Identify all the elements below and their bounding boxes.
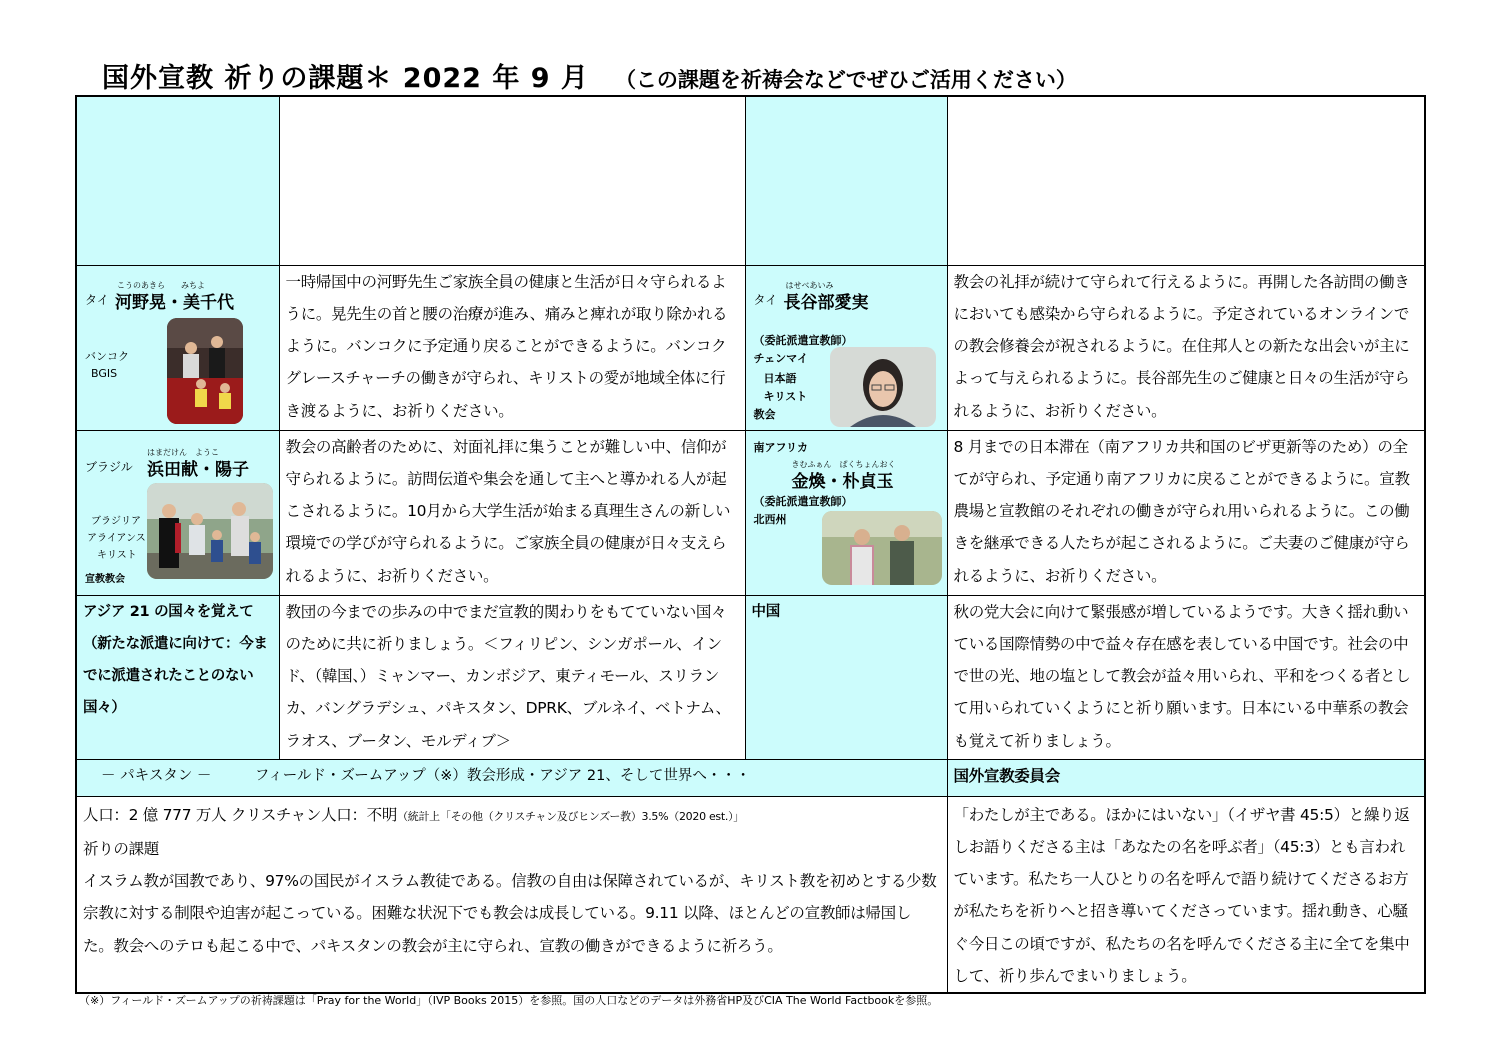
footnote: （※）フィールド・ズームアップの祈祷課題は「Pray for the World」（IVP Books 2015）を参照。国の人口などのデータは外務省HP及びCIA The World Factbookを参照。 [79, 994, 939, 1007]
hamada-family-photo [147, 483, 273, 579]
kim-couple-photo [822, 511, 942, 585]
hasebe-ruby: はせべあいみ [785, 280, 834, 290]
kono-country: タイ [85, 292, 109, 307]
field-bar-text: － パキスタン － フィールド・ズームアップ（※）教会形成・アジア 21、そして世界へ・・・ [101, 767, 751, 784]
hasebe-place-3: キリスト [763, 389, 808, 403]
page-title [102, 56, 1077, 95]
china-prayer-text: 秋の党大会に向けて緊張感が増しているようです。大きく揺れ動いている国際情勢の中で益々存在感を表している中国です。社会の中で世の光、地の塩として教会が益々用いられ、平和をつくる者として用いられていくようにと祈り願います。日本にいる中華系の教会も覚えて祈りましょう。 [953, 602, 1411, 750]
kono-name: 河野晃・美千代 [115, 292, 234, 313]
kono-place-1: バンコク [85, 349, 129, 363]
field-bar-cell [76, 759, 947, 796]
kim-prayer-text: 8 月までの日本滞在（南アフリカ共和国のビザ更新等のため）の全てが守られ、予定通り南アフリカに戻ることができるように。宣教農場と宣教館のそれぞれの働きが守られ用いられるように。この働きを継承できる人たちが起こされるように。ご夫妻のご健康が守られるように、お祈りください。 [953, 437, 1410, 585]
asia21-label-cell [76, 595, 279, 759]
missionary-kim-cell [745, 430, 947, 595]
hasebe-place-4: 教会 [753, 407, 776, 421]
committee-heading-cell [947, 759, 1425, 796]
kim-name: 金煥・朴貞玉 [791, 471, 894, 492]
empty-row [76, 96, 1425, 265]
kono-prayer-text: 一時帰国中の河野先生ご家族全員の健康と生活が日々守られるように。晃先生の首と腰の治療が進み、痛みと痺れが取り除かれるように。バンコクに予定通り戻ることができるように。バンコクグレースチャーチの働きが守られ、キリストの愛が地域全体に行き渡るように、お祈りください。 [285, 272, 728, 420]
kim-place-1: 北西州 [753, 512, 787, 526]
kono-prayer-cell [279, 265, 745, 430]
brazil-southafrica-row [76, 430, 1425, 595]
hamada-name: 浜田献・陽子 [147, 459, 249, 480]
hasebe-role: （委託派遣宣教師） [753, 333, 853, 347]
pakistan-prayer-body: イスラム教が国教であり、97%の国民がイスラム教徒である。信教の自由は保障されているが、キリスト教を初めとする少数宗教に対する制限や迫害が起こっている。困難な状況下でも教会は成長している。9.11 以降、ほとんどの宣教師は帰国した。教会へのテロも起こる中で、パキスタンの教会が主に守られ、宣教の働きができるように祈ろう。 [83, 872, 937, 955]
kim-prayer-cell [947, 430, 1425, 595]
missionary-hasebe-cell [745, 265, 947, 430]
kim-ruby: きむふぁん ぱくちょんおく [791, 459, 896, 469]
china-label-cell [745, 595, 947, 759]
thailand-row [76, 265, 1425, 430]
hamada-place-1: ブラジリア [91, 515, 141, 527]
hamada-country: ブラジル [85, 459, 133, 474]
empty-cell-1 [76, 96, 279, 265]
missionary-kono-cell [76, 265, 279, 430]
pakistan-population: 人口：2 億 777 万人 クリスチャン人口：不明 [83, 805, 398, 824]
pakistan-prayer-heading: 祈りの課題 [83, 839, 160, 858]
empty-cell-4 [947, 96, 1425, 265]
asia-china-row [76, 595, 1425, 759]
china-label: 中国 [751, 603, 780, 620]
hamada-place-2: アライアンス [87, 532, 146, 544]
hasebe-name: 長谷部愛実 [783, 292, 869, 313]
china-prayer-cell [947, 595, 1425, 759]
page-subtitle: （この課題を祈祷会などでぜひご活用ください） [614, 68, 1077, 92]
field-bar-row [76, 759, 1425, 796]
empty-cell-3 [745, 96, 947, 265]
hasebe-place-2: 日本語 [763, 371, 797, 385]
committee-heading: 国外宣教委員会 [953, 766, 1060, 785]
asia21-prayer-cell [279, 595, 745, 759]
empty-cell-2 [279, 96, 745, 265]
committee-message: 「わたしが主である。ほかにはいない」（イザヤ書 45:5）と繰り返しお語りくださる主は「あなたの名を呼ぶ者」（45:3）とも言われています。私たち一人ひとりの名を呼んで語り続けてくださるお方が私たちを祈りへと招き導いてくださっています。揺れ動き、心騒ぐ今日この頃ですが、私たちの名を呼んでくださる主に全てを集中して、祈り歩んでまいりましょう。 [953, 805, 1410, 985]
hasebe-photo [830, 347, 936, 427]
hamada-place-3: キリスト [97, 549, 137, 561]
kono-ruby: こうのあきら みちよ [117, 280, 205, 290]
hasebe-country: タイ [753, 292, 778, 307]
pakistan-cell [76, 796, 947, 993]
kim-country: 南アフリカ [753, 440, 808, 454]
asia21-label: アジア 21 の国々を覚えて（新たな派遣に向けて：今までに派遣されたことのない国々） [83, 603, 268, 717]
asia21-prayer-text: 教団の今までの歩みの中でまだ宣教的関わりをもてていない国々のために共に祈りましょう。＜フィリピン、シンガポール、インド、（韓国、）ミャンマー、カンボジア、東ティモール、スリランカ、バングラデシュ、パキスタン、DPRK、ブルネイ、ベトナム、ラオス、ブータン、モルディブ＞ [285, 602, 731, 750]
pakistan-row [76, 796, 1425, 993]
hamada-prayer-cell [279, 430, 745, 595]
page-title-main: 国外宣教 祈りの課題＊ 2022 年 9 月 [102, 63, 589, 94]
pakistan-population-line [83, 799, 941, 833]
hasebe-prayer-text: 教会の礼拝が続けて守られて行えるように。再開した各訪問の働きにおいても感染から守られるように。予定されているオンラインでの教会修養会が祝されるように。在住邦人との新たな出会いが主によって与えられるように。長谷部先生のご健康と日々の生活が守られるように、お祈りください。 [953, 272, 1410, 420]
pakistan-population-note: （統計上「その他（クリスチャン及びヒンズー教）3.5%（2020 est.）」 [397, 809, 744, 823]
missionary-hamada-cell [76, 430, 279, 595]
hasebe-prayer-cell [947, 265, 1425, 430]
hamada-ruby: はまだけん ようこ [147, 447, 219, 457]
hamada-prayer-text: 教会の高齢者のために、対面礼拝に集うことが難しい中、信仰が守られるように。訪問伝道や集会を通して主へと導かれる人が起こされるように。10月から大学生活が始まる真理生さんの新しい環境での学びが守られるように。ご家族全員の健康が日々支えられるように、お祈りください。 [285, 437, 731, 585]
hasebe-place-1: チェンマイ [753, 351, 808, 365]
hamada-place-4: 宣教教会 [85, 573, 125, 585]
kim-role: （委託派遣宣教師） [753, 494, 853, 508]
kono-place-2: BGIS [91, 366, 118, 380]
committee-message-cell [947, 796, 1425, 993]
kono-family-photo [167, 318, 243, 424]
prayer-table [75, 95, 1426, 994]
